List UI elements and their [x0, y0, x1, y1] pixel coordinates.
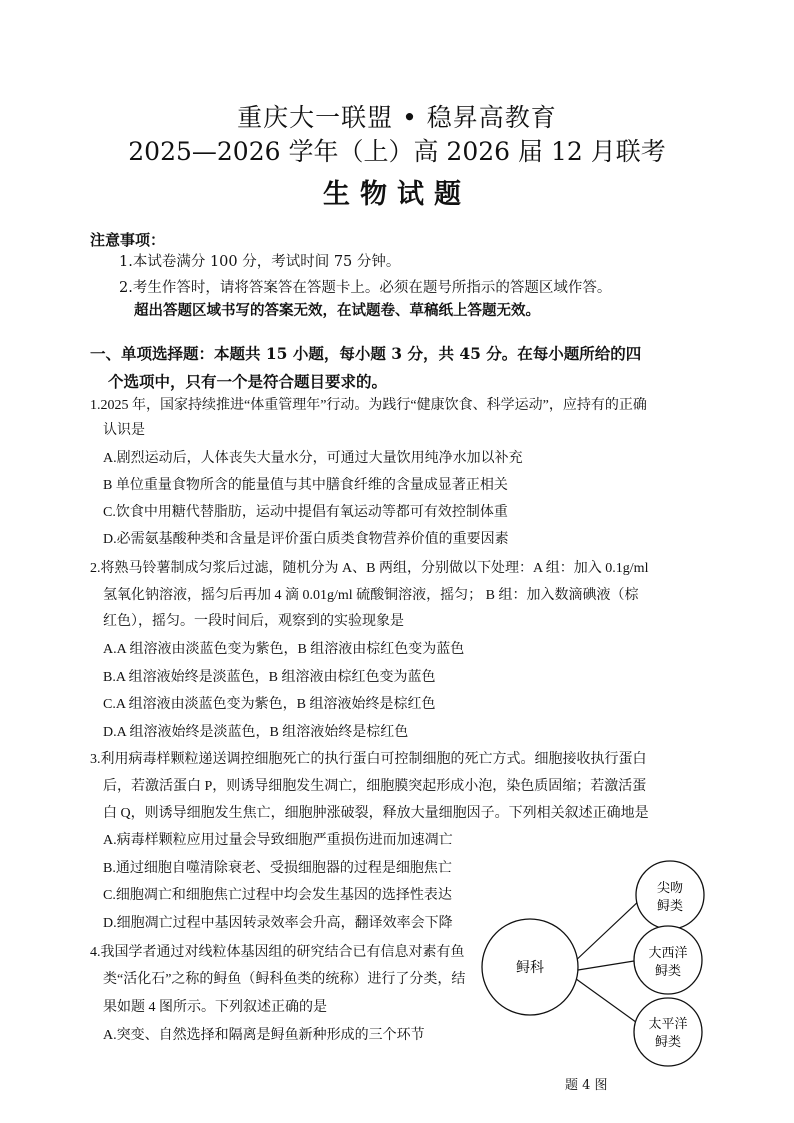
q2-option-d: D.A 组溶液始终是淡蓝色，B 组溶液始终是棕红色 [103, 725, 409, 740]
node-1-label-line1: 尖吻 [656, 881, 684, 896]
node-2-label-line1: 大西洋 [648, 946, 688, 961]
notice-item-2: 2.考生作答时，请将答案答在答题卡上。必须在题号所指示的答题区域作答。 [119, 280, 612, 296]
section-heading-line1: 一、单项选择题：本题共 15 小题，每小题 3 分，共 45 分。在每小题所给的四 [90, 344, 642, 363]
q1-option-a: A.剧烈运动后，人体丧失大量水分，可通过大量饮用纯净水加以补充 [103, 451, 523, 466]
q3-stem-line1: 3.利用病毒样颗粒递送调控细胞死亡的执行蛋白可控制细胞的死亡方式。细胞接收执行蛋白 [90, 752, 647, 767]
branch-line-2 [578, 961, 634, 970]
node-3-label-line1: 太平洋 [648, 1017, 688, 1032]
branch-line-3 [572, 976, 640, 1025]
node-1-label-line2: 鲟类 [656, 899, 684, 914]
notice-item-3: 超出答题区域书写的答案无效，在试题卷、草稿纸上答题无效。 [134, 302, 540, 319]
q2-stem-line3: 红色），摇匀。一段时间后，观察到的实验现象是 [103, 614, 404, 629]
center-node-label: 鲟科 [516, 960, 544, 976]
section-heading-line2: 个选项中，只有一个是符合题目要求的。 [108, 372, 388, 391]
q4-stem-line3: 果如题 4 图所示。下列叙述正确的是 [103, 1000, 327, 1015]
node-2-label-line2: 鲟类 [654, 964, 682, 979]
q3-stem-line2: 后，若激活蛋白 P，则诱导细胞发生凋亡，细胞膜突起形成小泡，染色质固缩；若激活蛋 [103, 779, 647, 794]
q3-option-b: B.通过细胞自噬清除衰老、受损细胞器的过程是细胞焦亡 [103, 861, 452, 876]
q1-stem-line2: 认识是 [103, 423, 145, 438]
branch-line-1 [572, 898, 642, 964]
exam-subject-title: 生物试题 [323, 179, 471, 210]
q4-option-a: A.突变、自然选择和隔离是鲟鱼新种形成的三个环节 [103, 1028, 425, 1043]
q2-option-c: C.A 组溶液由淡蓝色变为紫色，B 组溶液始终是棕红色 [103, 697, 436, 712]
q1-option-b: B 单位重量食物所含的能量值与其中膳食纤维的含量成显著正相关 [103, 478, 508, 493]
figure-4-diagram [470, 860, 730, 1090]
node-3 [634, 998, 702, 1066]
q2-option-a: A.A 组溶液由淡蓝色变为紫色，B 组溶液由棕红色变为蓝色 [103, 642, 465, 657]
q3-option-d: D.细胞凋亡过程中基因转录效率会升高，翻译效率会下降 [103, 916, 453, 931]
q1-option-c: C.饮食中用糖代替脂肪，运动中提倡有氧运动等都可有效控制体重 [103, 505, 508, 520]
notice-item-1: 1.本试卷满分 100 分，考试时间 75 分钟。 [119, 254, 401, 270]
q3-stem-line3: 白 Q，则诱导细胞发生焦亡，细胞肿涨破裂，释放大量细胞因子。下列相关叙述正确地是 [103, 806, 649, 821]
exam-title-line1: 重庆大一联盟 • 稳昇高教育 [237, 103, 557, 132]
figure-4-caption: 题 4 图 [565, 1078, 608, 1093]
q1-stem-line1: 1.2025 年，国家持续推进“体重管理年”行动。为践行“健康饮食、科学运动”，应持有的正确 [90, 398, 647, 413]
q2-stem-line1: 2.将熟马铃薯制成匀浆后过滤，随机分为 A、B 两组，分别做以下处理：A 组：加入 0.1g/ml [90, 561, 649, 576]
exam-title-line2: 2025—2026 学年（上）高 2026 届 12 月联考 [128, 137, 666, 166]
q2-option-b: B.A 组溶液始终是淡蓝色，B 组溶液由棕红色变为蓝色 [103, 670, 436, 685]
q3-option-c: C.细胞凋亡和细胞焦亡过程中均会发生基因的选择性表达 [103, 888, 452, 903]
q4-stem-line1: 4.我国学者通过对线粒体基因组的研究结合已有信息对素有鱼 [90, 945, 465, 960]
q2-stem-line2: 氢氧化钠溶液，摇匀后再加 4 滴 0.01g/ml 硫酸铜溶液，摇匀； B 组：加入数滴碘液（棕 [103, 588, 639, 603]
notice-heading: 注意事项： [90, 231, 166, 249]
q1-option-d: D.必需氨基酸种类和含量是评价蛋白质类食物营养价值的重要因素 [103, 532, 509, 547]
q3-option-a: A.病毒样颗粒应用过量会导致细胞严重损伤进而加速凋亡 [103, 833, 453, 848]
node-3-label-line2: 鲟类 [654, 1035, 682, 1050]
q4-stem-line2: 类“活化石”之称的鲟鱼（鲟科鱼类的统称）进行了分类，结 [103, 972, 466, 987]
